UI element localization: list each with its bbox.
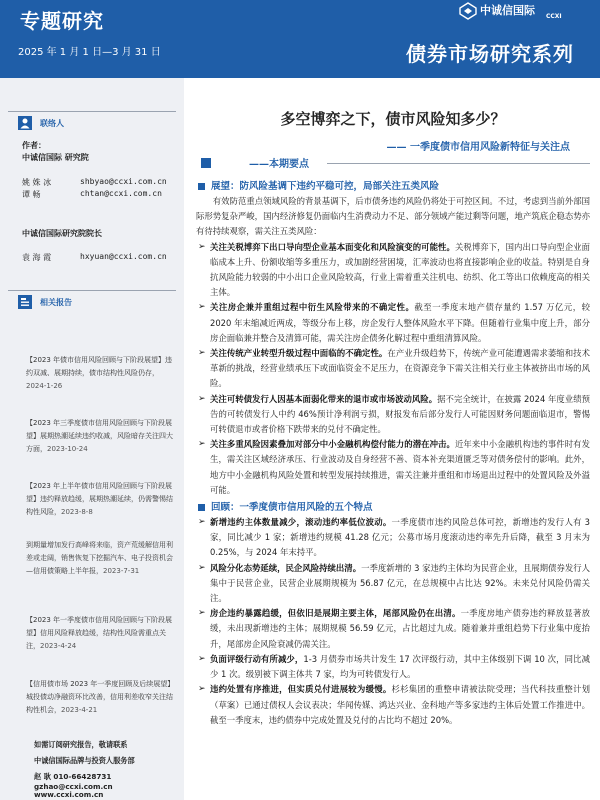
related-report-date: 2024-1-26: [26, 382, 63, 390]
subscription-note: 如需订阅研究报告，敬请联系: [34, 740, 128, 749]
website-link[interactable]: www.ccxi.com.cn: [34, 790, 104, 799]
report-period: 2025 年 1 月 1 日—3 月 31 日: [18, 47, 161, 58]
series-title: 债券市场研究系列: [406, 42, 574, 66]
dean-email[interactable]: hxyuan@ccxi.com.cn: [80, 252, 167, 261]
arrow-bullet-icon: ➢: [198, 517, 206, 528]
related-reports-heading: 相关报告: [40, 298, 72, 307]
key-points-header: [201, 153, 590, 171]
square-icon: [201, 158, 211, 168]
contact-line[interactable]: 赵 耿 010-66428731 gzhao@ccxi.com.cn: [34, 772, 113, 791]
logo-icon: [458, 2, 478, 20]
arrow-bullet-icon: ➢: [198, 653, 206, 664]
related-report-item[interactable]: [26, 678, 174, 717]
report-type-tag: 专题研究: [20, 9, 104, 33]
author-org: 中诚信国际 研究院: [22, 153, 89, 162]
author-label: 作者：: [22, 141, 46, 150]
related-report-title: 【信用债市场 2023 年一季度回顾及后续展望】城投债动净融资环比改善，信用利差收窄关注结构性机会，: [26, 680, 173, 714]
arrow-bullet-icon: ➢: [198, 684, 206, 695]
related-report-title: 【2023 年一季度债市信用风险回顾与下阶段展望】信用风险释放趋缓，结构性风险需重点关注，: [26, 616, 173, 650]
logo-text: 中诚信国际: [480, 4, 535, 17]
section-heading: 回顾：一季度债市信用风险的五个特点: [196, 501, 590, 515]
list-item: ➢ 违约处置有序推进，但实质兑付进展较为缓慢。杉杉集团的重整申请被法院受理；当代科技重整计划（草案）已通过债权人会议表决；华闻传媒、鸿达兴业、金科地产等多家违约主体后处置工作推进中。截至一季度末，违约债券中完成处置及兑付的占比均不超过 20%。: [198, 684, 591, 725]
related-report-date: 2023-8-8: [61, 508, 93, 516]
list-item: ➢ 房企违约暴露趋缓，但依旧是展期主要主体，尾部风险仍在出清。一季度房地产债券违约释放显著放缓，未出现新增违约主体；展期规模 56.59 亿元，占比超过九成。随着兼并重组趋势下行业集中度抬升，尾部房企风险衰减仍需关注。: [198, 608, 591, 649]
service-dept: 中诚信国际品牌与投资人服务部: [34, 756, 135, 765]
arrow-bullet-icon: ➢: [198, 608, 206, 619]
contacts-heading: 联络人: [40, 119, 64, 128]
arrow-bullet-icon: ➢: [198, 302, 206, 313]
list-item: ➢ 关注多重风险因素叠加对部分中小金融机构偿付能力的潜在冲击。近年来中小金融机构违约事件时有发生，需关注区域经济承压、行业波动及自身经营不善、资本补充渠道匮乏等对债务偿付的影响。此外，地方中小金融机构风险处置和转型发展持续推进，需关注兼并重组和市场退出过程中的处置风险及外溢可能。: [198, 439, 591, 495]
header-band: [0, 0, 600, 78]
related-report-item[interactable]: [26, 480, 174, 519]
related-report-date: 2023-7-31: [103, 567, 140, 575]
related-report-title: 【2023 年上半年债市信用风险回顾与下阶段展望】违约释放趋缓，展期热潮延续，仍需警惕结构性风险，: [26, 482, 173, 516]
related-report-date: 2023-4-21: [61, 706, 98, 714]
arrow-bullet-icon: ➢: [198, 562, 206, 573]
section-heading: 展望：防风险基调下违约平稳可控，局部关注五类风险: [196, 180, 590, 194]
related-report-item[interactable]: [26, 354, 174, 393]
company-logo: [458, 2, 578, 22]
list-item: ➢ 关注传统产业转型升级过程中面临的不确定性。在产业升级趋势下，传统产业可能遭遇需求萎缩和技术革新的挑战，经营业绩承压下或面临资金不足压力，在资源竞争下需关注相关行业主体被挤出市场的风险。: [198, 348, 591, 389]
related-report-title: 【2023 年债市信用风险回顾与下阶段展望】违约双减、展期持续，债市结构性风险仍存，: [26, 356, 173, 377]
divider: [327, 163, 590, 164]
contact-name: 谭 畅: [22, 190, 41, 199]
divider: [8, 290, 176, 291]
related-report-item[interactable]: [26, 417, 174, 456]
related-report-item[interactable]: [26, 539, 174, 578]
list-item: ➢ 负面评级行动有所减少，1-3 月债券市场共计发生 17 次评级行动，其中主体级别下调 10 次，同比减少 1 次。级别被下调主体共 7 家，均为可转债发行人。: [198, 653, 590, 680]
arrow-bullet-icon: ➢: [198, 348, 206, 359]
arrow-bullet-icon: ➢: [198, 393, 206, 404]
logo-english: CCXI: [546, 13, 562, 20]
related-report-date: 2023-10-24: [47, 445, 88, 453]
report-icon: [18, 295, 32, 309]
dean-label: 中诚信国际研究院院长: [22, 229, 102, 238]
report-subtitle: —— 一季度债市信用风险新特征与关注点: [386, 142, 570, 153]
outlook-list: [196, 240, 590, 498]
divider: [8, 111, 176, 112]
list-item: ➢ 关注房企兼并重组过程中衍生风险带来的不确定性。截至一季度末地产债存量约 1.57 万亿元，较 2020 年末缩减近两成，等级分布上移，房企发行人整体风险水平下降。但随着行业集中度上升，部分房企面临兼并整合及清算可能，需关注房企债务化解过程中重组清算风险。: [198, 302, 590, 343]
list-item: ➢ 关注可转债发行人因基本面弱化带来的退市或市场波动风险。据不完全统计，在披露 2024 年度业绩预告的可转债发行人中约 46%预计净利润亏损，财报发布后部分发行人可能因财务问题面临退市，警惕可转债退市或者价格下跌带来的兑付不确定性。: [198, 393, 591, 435]
dean-name: 袁 海 霞: [22, 253, 52, 262]
key-points-body: [196, 180, 590, 728]
section-paragraph: 有效防范重点领域风险的背景基调下，后市债务违约风险仍将处于可控区间。不过，考虑到当前外部国际形势复杂严峻，国内经济修复仍面临内生消费动力不足、部分领域产能过剩等问题，地产筑底企稳态势亦有待持续观察，需关注五类风险：: [196, 196, 590, 237]
related-report-title: 到期量增加发行高峰将来临，资产荒缓解信用利差或走阔，销售恢复下挖掘汽车、电子投资机会—信用债策略上半年报，: [26, 541, 173, 575]
related-report-date: 2023-4-24: [40, 642, 77, 650]
related-report-item[interactable]: [26, 614, 174, 653]
arrow-bullet-icon: ➢: [198, 241, 206, 252]
report-title: 多空博弈之下，债市风险知多少？: [280, 110, 506, 128]
sidebar: [0, 78, 184, 800]
square-bullet-icon: [198, 183, 205, 190]
contact-email[interactable]: chtan@ccxi.com.cn: [80, 189, 162, 198]
person-icon: [18, 116, 32, 130]
key-points-label: ——本期要点: [249, 159, 309, 170]
main-content: [196, 78, 590, 800]
contact-email[interactable]: shbyao@ccxi.com.cn: [80, 177, 167, 186]
list-item: ➢ 风险分化态势延续，民企风险持续出清。一季度新增的 3 家违约主体均为民营企业，且展期债券发行人集中于民营企业，民营企业展期规模为 56.87 亿元，在总规模中占比达 92%。未来兑付风险仍需关注。: [198, 562, 591, 604]
review-list: [196, 515, 590, 728]
list-item: ➢ 关注关税博弈下出口导向型企业基本面变化和风险演变的可能性。关税博弈下，国内出口导向型企业面临成本上升、份额收缩等多重压力，或加剧经营困境，汇率波动也将直接影响企业的收益。特别是自身抗风险能力较弱的中小出口企业风险较高，行业上需着重关注机电、纺织、化工等出口依赖度高的相关主体。: [198, 241, 591, 298]
arrow-bullet-icon: ➢: [198, 439, 206, 450]
related-report-title: 【2023 年三季度债市信用风险回顾与下阶段展望】展期热潮延续违约收减，风险暗存关注四大方面，: [26, 419, 173, 453]
list-item: ➢ 新增违约主体数量减少，滚动违约率低位波动。一季度债市违约风险总体可控，新增违约发行人有 3 家，同比减少 1 家；新增违约规模 41.28 亿元；公募市场月度滚动违约率先升后降，截至 3 月末为 0.25%，与 2024 年末持平。: [198, 517, 590, 558]
contact-name: 姚 姝 冰: [22, 178, 52, 187]
square-bullet-icon: [198, 504, 205, 511]
